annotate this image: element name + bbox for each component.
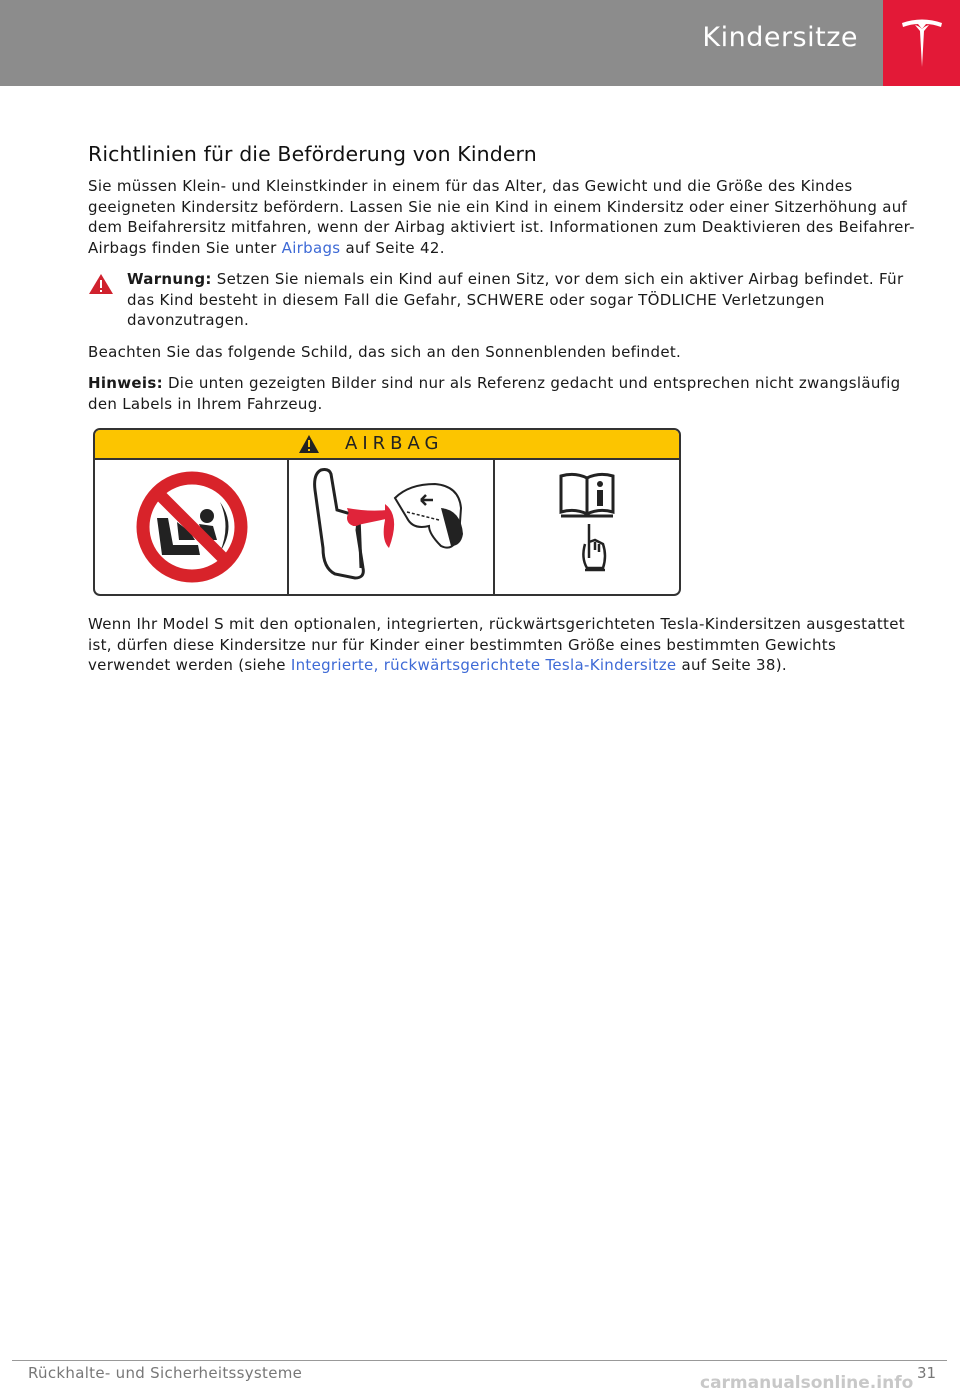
manual-reference-cell [495, 460, 681, 596]
hint-paragraph [88, 373, 918, 414]
hint-text: Die unten gezeigten Bilder sind nur als Referenz gedacht und entsprechen nicht zwangsläufig den Labels in Ihrem Fahrzeug. [88, 374, 901, 413]
no-child-seat-cell [95, 460, 289, 596]
seat-airbag-cell [289, 460, 495, 596]
no-child-seat-icon [95, 460, 287, 596]
warning-icon [298, 434, 320, 454]
sign-note: Beachten Sie das folgende Schild, das sich an den Sonnenblenden befindet. [88, 342, 682, 361]
owners-manual-icon [495, 460, 681, 596]
airbag-warning-label [93, 428, 681, 596]
integrated-seats-paragraph: Wenn Ihr Model S mit den optionalen, integrierten, rückwärtsgerichteten Tesla-Kindersitzen ausgestattet ist, dürfen diese Kindersitze nur für Kinder einer bestimmten Größe eines bestimmten Gewichts verwendet werden (siehe Integrierte, rückwärtsgerichtete Tesla-Kindersitze auf Seite 38). [88, 615, 905, 674]
footer-page-number: 31 [917, 1364, 937, 1382]
tesla-logo-icon [900, 17, 944, 69]
footer-section: Rückhalte- und Sicherheitssysteme [28, 1364, 303, 1382]
section-heading: Richtlinien für die Beförderung von Kindern [88, 142, 537, 166]
footer-divider [12, 1360, 947, 1361]
warning-icon [88, 273, 114, 295]
content [88, 142, 918, 425]
intro-paragraph: Sie müssen Klein- und Kleinstkinder in einem für das Alter, das Gewicht und die Größe des Kindes geeigneten Kindersitz befördern. Lassen Sie nie ein Kind in einem Kindersitz oder einer Sitzerhöhung auf dem Beifahrersitz mitfahren, wenn der Airbag aktiviert ist. Informationen zum Deaktivieren des Beifahrer-Airbags finden Sie unter Airbags auf Seite 42. [88, 177, 915, 257]
warning-label: Warnung: [127, 270, 212, 288]
airbag-seat-icon [289, 460, 493, 596]
hint-label: Hinweis: [88, 374, 163, 392]
warning-block [88, 269, 918, 331]
airbag-label-header [95, 430, 679, 460]
page-title: Kindersitze [702, 22, 858, 53]
watermark: carmanualsonline.info [700, 1373, 914, 1393]
tesla-logo [883, 0, 960, 86]
airbags-link[interactable]: Airbags [281, 238, 341, 257]
airbag-label-text: AIRBAG [345, 433, 444, 454]
warning-text: Setzen Sie niemals ein Kind auf einen Sitz, vor dem sich ein aktiver Airbag befindet. Für das Kind besteht in diesem Fall die Gefahr, SCHWERE oder sogar TÖDLICHE Verletzungen davonzutragen. [127, 270, 904, 329]
content-lower [88, 614, 918, 687]
integrated-child-seats-link[interactable]: Integrierte, rückwärtsgerichtete Tesla-Kindersitze [290, 656, 677, 674]
